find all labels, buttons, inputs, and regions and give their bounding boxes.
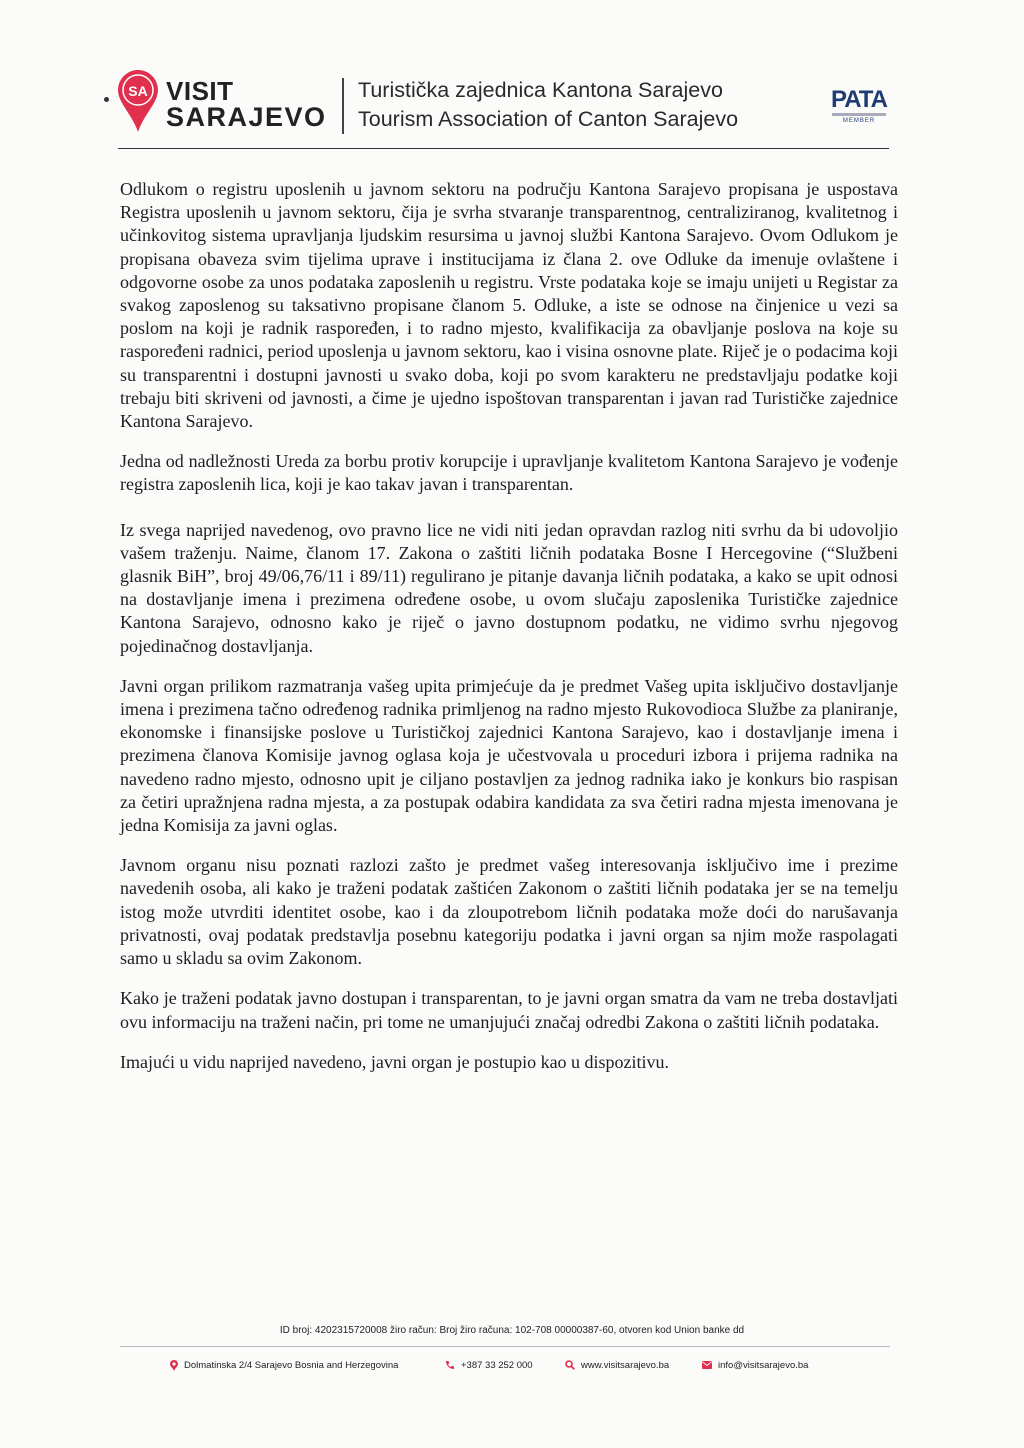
search-icon (565, 1360, 575, 1370)
brand-line-2: SARAJEVO (166, 102, 327, 132)
paragraph: Imajući u vidu naprijed navedeno, javni organ je postupio kao u dispozitivu. (120, 1051, 670, 1072)
pata-logo (828, 86, 890, 130)
paragraph: Kako je traženi podatak javno dostupan i transparentan, to je javni organ smatra da vam ne treba dostavljati ovu informaciju na traženi način, pri tome ne umanjujući značaj odredbi Zakona o zaštiti ličnih podataka. (120, 988, 898, 1032)
map-pin-logo-icon (118, 70, 164, 136)
footer-phone-text: +387 33 252 000 (461, 1360, 533, 1371)
pata-member-label: MEMBER (842, 118, 876, 124)
letter-body (120, 178, 898, 1091)
footer-divider (120, 1346, 890, 1347)
footer-address-text: Dolmatinska 2/4 Sarajevo Bosnia and Herzegovina (184, 1360, 399, 1372)
footer-phone (445, 1360, 533, 1371)
footer-email-text: info@visitsarajevo.ba (718, 1360, 809, 1371)
footer-contacts (170, 1360, 870, 1376)
mail-icon (702, 1361, 712, 1369)
organization-name-english: Tourism Association of Canton Sarajevo (358, 107, 739, 131)
pata-logo-text: PATA (831, 86, 887, 113)
paragraph: Jedna od nadležnosti Ureda za borbu protiv korupcije i upravljanje kvalitetom Kantona Sarajevo je vođenje registra zaposlenih lica, koji je kao takav javan i transparentan. (120, 451, 898, 495)
footer-address (170, 1360, 398, 1371)
footer-email (702, 1360, 808, 1371)
footer-registration-info: ID broj: 4202315720008 žiro račun: Broj žiro računa: 102-708 00000387-60, otvoren kod Union banke dd (279, 1325, 745, 1336)
logo-badge-text: SA (128, 83, 148, 99)
location-pin-icon (170, 1360, 178, 1371)
letterhead (118, 70, 898, 150)
header-separator (342, 78, 344, 134)
paragraph: Javni organ prilikom razmatranja vašeg upita primjećuje da je predmet Vašeg upita isključivo dostavljanje imena i prezimena tačno određenog radnika primljenog na radno mjesto Rukovodioca Službe za planiranje, ekonomske i finansijske poslove u Turističkoj zajednici Kantona Sarajevo, kao i dostavljanje imena i prezimena članova Komisije javnog oglasa koja je učestvovala u proceduri izbora i prijema radnika na navedeno radno mjesto, odnosno upit je ciljano postavljen za jednog radnika iako je konkurs bio raspisan za četiri upražnjena radna mjesta, a za postupak odabira kandidata za sva četiri radna mjesta imenovana je jedna Komisija za javni oglas. (120, 675, 898, 836)
header-divider (118, 148, 889, 149)
pata-logo-tagline (832, 113, 886, 116)
organization-name-local: Turistička zajednica Kantona Sarajevo (358, 78, 723, 102)
brand-line-1: VISIT (166, 76, 234, 106)
footer-website-text: www.visitsarajevo.ba (581, 1360, 670, 1371)
paragraph: Odlukom o registru uposlenih u javnom sektoru na području Kantona Sarajevo propisana je uspostava Registra uposlenih u javnom sektoru, čija je svrha stvaranje transparentnog, centraliziranog, kvalitetnog i učinkovitog sistema upravljanja ljudskim resursima u javnoj službi Kantona Sarajevo. Ovom Odlukom je propisana obaveza svim tijelima uprave i institucijama iz člana 2. ove Odluke da imenuje ovlaštene i odgovorne osobe za unos podataka zaposlenih u registru. Vrste podataka koje se imaju unijeti u Registar za svakog zaposlenog su taksativno propisane članom 5. Odluke, a iste se odnose na činjenice u vezi sa poslom na koji je radnik raspoređen, i to radno mjesto, kvalifikacija za obavljanje poslova na koje su raspoređeni radnici, period uposlenja u javnom sektoru, kao i visina osnovne plate. Riječ je o podacima koji su transparentni i dostupni javnosti u svako doba, koji po svom karakteru ne predstavljaju podatke koji trebaju biti skriveni od javnosti, a čime je ujedno ispoštovan transparentan i javan rad Turističke zajednice Kantona Sarajevo. (120, 179, 898, 432)
bullet-dot (104, 97, 109, 102)
phone-icon (445, 1360, 455, 1370)
paragraph: Iz svega naprijed navedenog, ovo pravno lice ne vidi niti jedan opravdan razlog niti svrhu da bi udovoljio vašem traženju. Naime, članom 17. Zakona o zaštiti ličnih podataka Bosne I Hercegovine (“Službeni glasnik BiH”, broj 49/06,76/11 i 89/11) regulirano je pitanje davanja ličnih podataka, a kako se upit odnosi na dostavljanje imena i prezimena određene osobe, u ovom slučaju zaposlenika Turističke zajednice Kantona Sarajevo, odnosno kako je riječ o javno dostupnom podatku, ne vidimo svrhu njegovog pojedinačnog dostavljanja. (120, 519, 898, 656)
footer-website (565, 1360, 669, 1371)
paragraph: Javnom organu nisu poznati razlozi zašto je predmet vašeg interesovanja isključivo ime i prezime navedenih osoba, ali kako je traženi podatak zaštićen Zakonom o zaštiti ličnih podataka jer se na temelju istog može utvrditi identitet osobe, kao i da zloupotrebom ličnih podataka može doći do narušavanja privatnosti, ovaj podatak predstavlja posebnu kategoriju podatka i javni organ sa njim može raspolagati samo u skladu sa ovim Zakonom. (120, 855, 898, 969)
